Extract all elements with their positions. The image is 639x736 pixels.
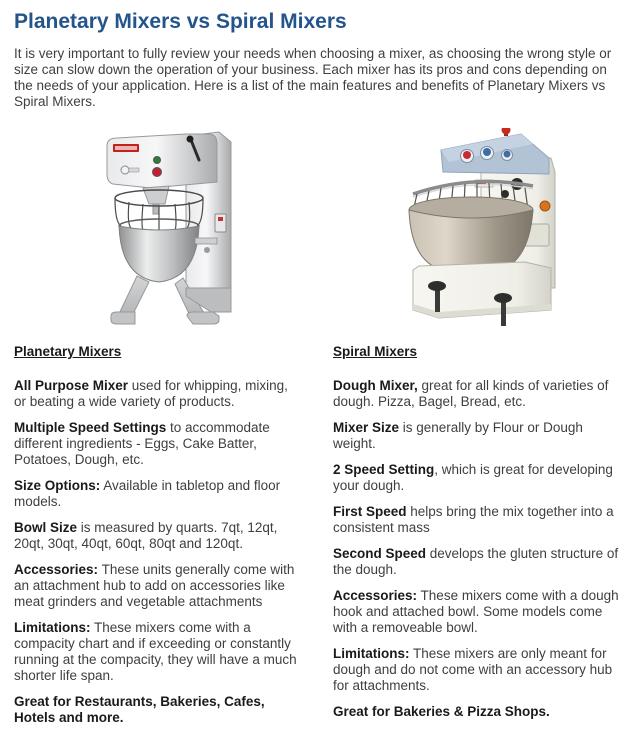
spiral-heading: Spiral Mixers [332, 344, 418, 359]
feature-lead: Accessories: [14, 562, 99, 577]
planetary-mixer-image [14, 124, 320, 336]
spiral-mixer-illustration [383, 128, 561, 332]
feature-text: is generally by Flour or Dough weight. [332, 420, 583, 451]
feature-text: to accommodate different ingredients - Eggs, Cake Batter, Potatoes, Dough, etc. [14, 420, 270, 467]
feature-text: These units generally come with an attachment hub to add on accessories like meat grinders and vegetable attachments [14, 562, 295, 609]
intro-paragraph: It is very important to fully review your needs when choosing a mixer, as choosing the wrong style or size can slow down the operation of your business. Each mixer has its pros and cons depending on the needs of your application. Here is a list of the main features and benefits of Planetary Mixers vs Spiral Mixers. [14, 46, 612, 109]
feature-text: great for all kinds of varieties of dough. Pizza, Bagel, Bread, etc. [332, 378, 609, 409]
feature-text: used for whipping, mixing, or beating a wide variety of products. [14, 378, 288, 409]
spiral-column [333, 340, 625, 736]
feature-accessories [333, 588, 621, 636]
planetary-column [14, 340, 319, 736]
feature-lead: Bowl Size [14, 520, 78, 535]
feature-lead: Accessories: [332, 588, 418, 603]
feature-second-speed [333, 546, 621, 578]
feature-dough-mixer [333, 378, 621, 410]
feature-lead: Great for Bakeries & Pizza Shops. [332, 704, 550, 719]
feature-text: These mixers are only meant for dough and do not come with an accessory hub for attachments. [332, 646, 613, 693]
feature-text: These mixers come with a compacity chart and if exceeding or constantly running at the compacity, they will have a much shorter life span. [14, 620, 297, 683]
feature-multiple-speed [14, 420, 303, 468]
feature-text: is measured by quarts. 7qt, 12qt, 20qt, 30qt, 40qt, 60qt, 80qt and 120qt. [14, 520, 278, 551]
feature-lead: 2 Speed Setting [332, 462, 435, 477]
feature-lead: Size Options: [14, 478, 101, 493]
feature-2-speed [333, 462, 621, 494]
feature-all-purpose [14, 378, 303, 410]
comparison-columns [14, 340, 625, 736]
feature-lead: Great for Restaurants, Bakeries, Cafes, Hotels and more. [14, 694, 265, 725]
feature-lead: Limitations: [14, 620, 91, 635]
feature-lead: Dough Mixer, [332, 378, 418, 393]
planetary-heading: Planetary Mixers [14, 344, 122, 359]
feature-lead: Multiple Speed Settings [14, 420, 167, 435]
feature-text: helps bring the mix together into a consistent mass [332, 504, 614, 535]
feature-first-speed [333, 504, 621, 536]
feature-limitations [333, 646, 621, 694]
page-title: Planetary Mixers vs Spiral Mixers [14, 10, 347, 33]
feature-lead: Mixer Size [332, 420, 400, 435]
feature-bowl-size [14, 520, 303, 552]
feature-great-for [333, 704, 621, 720]
spiral-mixer-image [320, 124, 626, 336]
feature-lead: All Purpose Mixer [14, 378, 129, 393]
feature-lead: Limitations: [332, 646, 410, 661]
feature-accessories [14, 562, 303, 610]
feature-lead: Second Speed [332, 546, 427, 561]
feature-text: , which is great for developing your dough. [332, 462, 613, 493]
product-images-row [14, 124, 625, 336]
planetary-mixer-illustration [91, 126, 243, 334]
feature-text: Available in tabletop and floor models. [14, 478, 281, 509]
feature-limitations [14, 620, 303, 684]
feature-mixer-size [333, 420, 621, 452]
feature-text: These mixers come with a dough hook and attached bowl. Some models come with a removeable bowl. [332, 588, 619, 635]
feature-text: develops the gluten structure of the dough. [332, 546, 619, 577]
feature-lead: First Speed [332, 504, 407, 519]
feature-size-options [14, 478, 303, 510]
feature-great-for [14, 694, 303, 726]
